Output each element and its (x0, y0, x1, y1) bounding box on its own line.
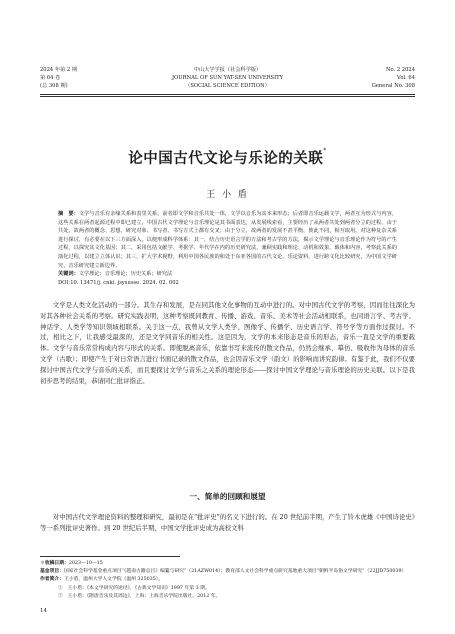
received-date (40, 560, 415, 568)
keywords (58, 270, 397, 279)
header-divider (40, 94, 415, 95)
abstract-text: 文学与音乐有亲缘关系和表里关系。前者即文学和音乐共处一体，文学以音乐为其本来形态；后者即音乐运载文学，两者互为形式与内容。这些关系在两者起源过程中即已建立，中国古代文学理论与音乐理论是其书面表达，从发展线索看，主要经历了从两者共处到两者分立的过程。由于共处，故两者的概念、思想、研究对象、书写者、书写方式上都有交叉；由于分立，故两者的发展不甚平衡，彼此不同，相互取用。对这种复杂关系进行探讨，有必要在以下三方面深入，以便形成科学体系：其一，结合历史语言学的方法和考古学的方法，揭示文学理论与音乐理论作为符号的产生过程，以探究其文化基因；其二，采用包括文献学、考据学、年代学在内的历史研究法，兼顾实践和理论、动机和效果、载体和内容，考察此关系的演化过程，以建立立体认识；其三，扩大学术视野，利用中国各民族的和处于东亚各国的古代文论、乐论资料，进行跨文化比较研究，为中国文学研究、音乐研究建立新边界。 (58, 211, 397, 269)
received-label: 收稿日期： (44, 561, 69, 566)
volume-en: Vol. 64 (397, 75, 415, 81)
author-bio (40, 576, 415, 584)
journal-name-en: JOURNAL OF SUN YAT-SEN UNIVERSITY (171, 75, 284, 81)
issue-year: 2024 年第 2 期 (40, 67, 78, 73)
section-heading: 一、简单的回顾和展望 (189, 492, 266, 501)
keywords-text: 文学理论；音乐理论；历史关系；研究法 (78, 271, 173, 278)
author-bio-label: 作者简介： (40, 577, 64, 583)
journal-edition: （SOCIAL SCIENCE EDITION） (185, 83, 270, 89)
reference-1: ① 王小盾：《本文学研究的途径》，《古典文学知识》1997 年第 3 期。 (58, 585, 210, 591)
issue-volume: 第 64 卷 (40, 75, 61, 81)
title-footnote-mark: * (323, 147, 327, 154)
journal-name-cn: 中山大学学报（社会科学版） (193, 67, 262, 73)
fund-label: 基金项目： (40, 569, 64, 575)
intro-paragraph: 文学是人类文化活动的一部分。其生存和发展，是在同其他文化事物的互动中进行的。对中国古代文学的考察，因而往往深化为对其各种社会关系的考察。研究实践表明，这种考察既同教育、传播、游戏、音乐、美术等社会活动相联系，也同语言学、考古学、神话学、人类学等知识领域相联系。关于这一点，我曾从文学人类学、图像学、传播学、历史语言学、符号学等方面作过探讨。不过，相比之下，让我感受最深的，还是文学同音乐的相关性。这是因为，文学的本来形态是音乐的形态，音乐一直是文学的重要载体。文学与音乐常常构成内容与形式的关系。即使脱离音乐，依靠书写来流传的散文作品，仍然会继承、摹仿、吸收作为母体的音乐文学（古歌）；即使产生于对日常语言进行书面记录的散文作品，也会因音乐文学（韵文）的影响而讲究韵律。有鉴于此，我们不仅要探讨中国古代文学与音乐的关系，而且要探讨文学与音乐之关系的理论形态——探讨中国文学理论与音乐理论的历史关联。以下是我初步思考的结果，恭请同仁批评指正。 (40, 301, 415, 385)
abstract-block (58, 210, 397, 287)
header-divider-thin (40, 96, 415, 97)
article-title-text: 论中国古代文论与乐论的关联 (128, 151, 324, 167)
abstract (58, 210, 397, 270)
article-title (40, 147, 415, 168)
issue-total: (总 308 期) (40, 83, 68, 89)
footnote-divider (40, 556, 180, 557)
page-number: 14 (40, 608, 47, 614)
journal-name (40, 66, 415, 90)
reference-2: ② 王小盾：《隋唐音乐及其周边》，上海：上海音乐学院出版社，2012 年。 (58, 593, 221, 599)
abstract-label: 摘 要： (58, 211, 79, 217)
issue-info-en (372, 66, 415, 90)
doi: DOI:10. 13471/j. cnki. jsysusse. 2024. 02. 002 (58, 279, 179, 286)
general-number-en: General No. 308 (371, 83, 415, 89)
fund-text: 国家社会科学基金重点项目“《越南古籍总目》编纂与研究”（21AZW014）；教育部人文社会科学重点研究基地重大项目“朝鲜半岛俗文学研究”（22JJD750039） (64, 569, 407, 575)
asterisk-icon: ＊ (40, 561, 45, 566)
keywords-label: 关键词： (58, 271, 79, 278)
section-paragraph: 对中国古代文学理论资料的整理和研究，最初是在“批评史”的名义下进行的。在 20 世纪前半期，产生了铃木虎雄《中国诗论史》等一系列批评史著作。到 20 世纪后半期，中国文学批评史成为高校文科 (40, 513, 415, 532)
author-name: 王 小 盾 (206, 190, 249, 200)
journal-header (40, 66, 415, 94)
issue-number-en: No. 2 2024 (385, 67, 415, 73)
received-value: 2023—10—15 (68, 561, 103, 566)
footnotes (40, 560, 415, 601)
author-bio-text: 王小盾，温州大学人文学院（温州 325035）。 (64, 577, 163, 583)
fund-info (40, 568, 415, 576)
